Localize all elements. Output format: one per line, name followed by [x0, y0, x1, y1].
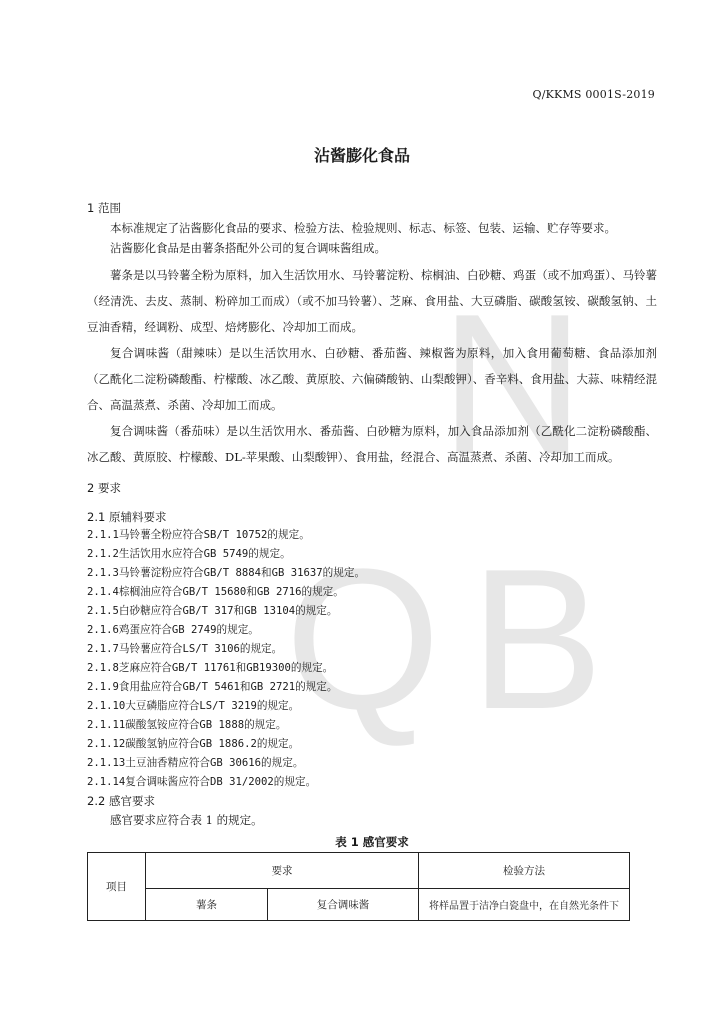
list-item: 2.1.1马铃薯全粉应符合SB/T 10752的规定。 — [87, 529, 310, 541]
section-2-1-heading: 2.1 原辅料要求 — [87, 510, 167, 524]
list-item: 2.1.7马铃薯应符合LS/T 3106的规定。 — [87, 643, 283, 655]
table-method-cell: 将样品置于洁净白瓷盘中，在自然光条件下 — [419, 889, 630, 921]
list-item: 2.1.10大豆磷脂应符合LS/T 3219的规定。 — [87, 700, 300, 712]
section-2-2-heading: 2.2 感官要求 — [87, 794, 155, 808]
fries-description: 薯条是以马铃薯全粉为原料，加入生活饮用水、马铃薯淀粉、棕榈油、白砂糖、鸡蛋（或不加鸡蛋）、马铃薯（经清洗、去皮、蒸制、粉碎加工而成）（或不加马铃薯）、芝麻、食用盐、大豆磷脂、碳酸氢铵、碳酸氢钠、土豆油香精，经调粉、成型、焙烤膨化、冷却加工而成。 — [87, 268, 657, 334]
sensory-reference-text: 感官要求应符合表 1 的规定。 — [110, 813, 263, 827]
section-1-heading: 1 范围 — [87, 201, 121, 215]
sweet-spicy-sauce-description: 复合调味酱（甜辣味）是以生活饮用水、白砂糖、番茄酱、辣椒酱为原料，加入食用葡萄糖、食品添加剂（乙酰化二淀粉磷酸酯、柠檬酸、冰乙酸、黄原胶、六偏磷酸钠、山梨酸钾）、香辛料、食用盐、大蒜、味精经混合、高温蒸煮、杀菌、冷却加工而成。 — [87, 346, 657, 412]
scope-paragraph: 本标准规定了沾酱膨化食品的要求、检验方法、检验规则、标志、标签、包装、运输、贮存等要求。 — [110, 221, 616, 235]
document-body — [87, 198, 657, 921]
list-item: 2.1.6鸡蛋应符合GB 2749的规定。 — [87, 624, 259, 636]
list-item: 2.1.3马铃薯淀粉应符合GB/T 8884和GB 31637的规定。 — [87, 567, 366, 579]
table-header-method: 检验方法 — [419, 853, 630, 889]
list-item: 2.1.5白砂糖应符合GB/T 317和GB 13104的规定。 — [87, 605, 338, 617]
list-item: 2.1.14复合调味酱应符合DB 31/2002的规定。 — [87, 776, 317, 788]
list-item: 2.1.4棕榈油应符合GB/T 15680和GB 2716的规定。 — [87, 586, 344, 598]
table-header-requirement: 要求 — [146, 853, 419, 889]
table-header-item: 项目 — [88, 853, 146, 921]
raw-material-list — [87, 526, 657, 792]
sensory-requirements-table — [87, 852, 630, 921]
table-caption: 表 1 感官要求 — [335, 835, 409, 849]
watermark-letter-b: B — [470, 528, 604, 751]
list-item: 2.1.13土豆油香精应符合GB 30616的规定。 — [87, 757, 304, 769]
watermark-letter-n: N — [440, 273, 585, 496]
list-item: 2.1.9食用盐应符合GB/T 5461和GB 2721的规定。 — [87, 681, 338, 693]
table-subheader-fries: 薯条 — [146, 889, 268, 921]
section-2-heading: 2 要求 — [87, 481, 121, 495]
list-item: 2.1.8芝麻应符合GB/T 11761和GB19300的规定。 — [87, 662, 334, 674]
table-subheader-sauce: 复合调味酱 — [268, 889, 419, 921]
list-item: 2.1.11碳酸氢铵应符合GB 1888的规定。 — [87, 719, 287, 731]
document-title: 沾酱膨化食品 — [313, 146, 410, 165]
watermark-letter-q: Q — [285, 528, 441, 751]
list-item: 2.1.2生活饮用水应符合GB 5749的规定。 — [87, 548, 291, 560]
tomato-sauce-description: 复合调味酱（番茄味）是以生活饮用水、番茄酱、白砂糖为原料，加入食品添加剂（乙酰化二淀粉磷酸酯、冰乙酸、黄原胶、柠檬酸、DL-苹果酸、山梨酸钾）、食用盐，经混合、高温蒸煮、杀菌、冷却加工而成。 — [87, 424, 657, 464]
list-item: 2.1.12碳酸氢钠应符合GB 1886.2的规定。 — [87, 738, 300, 750]
standard-number: Q/KKMS 0001S-2019 — [532, 88, 655, 101]
composition-paragraph: 沾酱膨化食品是由薯条搭配外公司的复合调味酱组成。 — [110, 241, 386, 255]
